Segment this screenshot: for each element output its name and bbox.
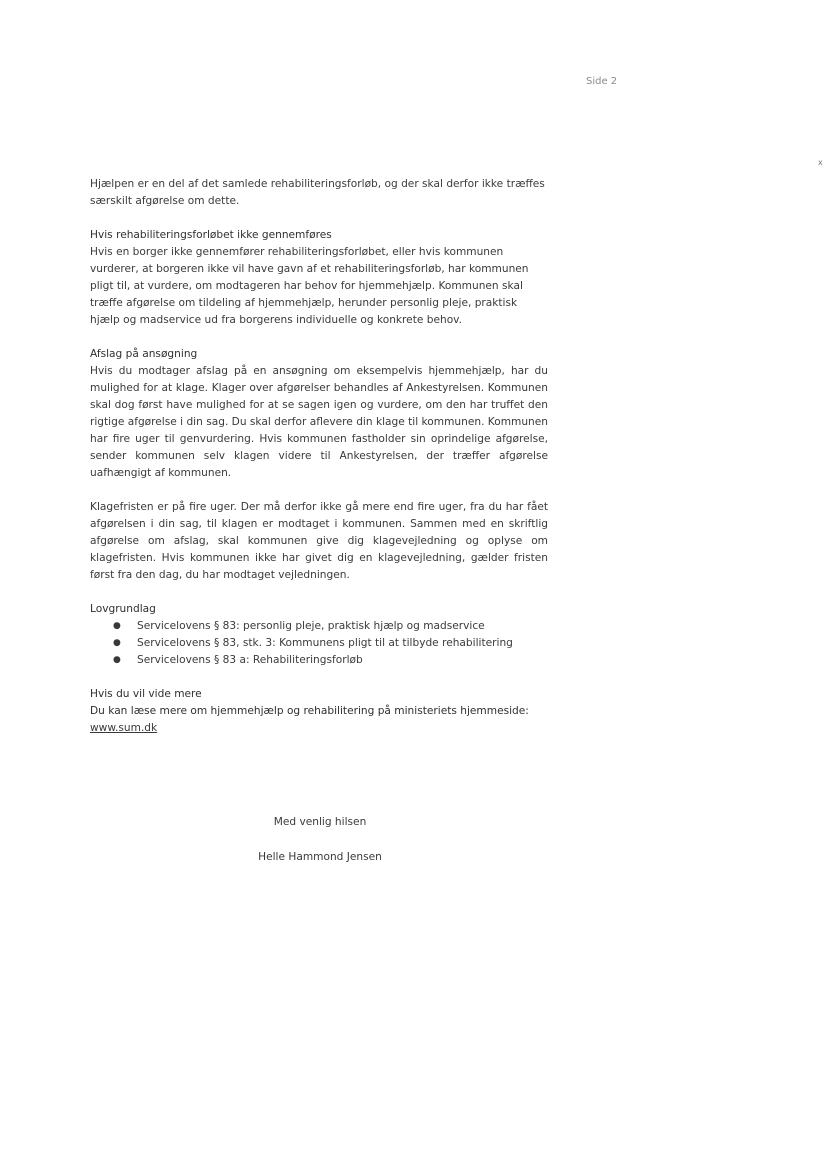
legal-basis-list: [90, 618, 548, 669]
intro-paragraph: Hjælpen er en del af det samlede rehabiliteringsforløb, og der skal derfor ikke træffes særskilt afgørelse om dette.: [90, 178, 545, 207]
bullet-icon: ●: [113, 621, 121, 631]
section-heading-more-info: Hvis du vil vide mere: [90, 688, 202, 700]
section-text-complaint-deadline: Klagefristen er på fire uger. Der må derfor ikke gå mere end fire uger, fra du har fået afgørelsen i din sag, til klagen er modtaget i kommunen. Sammen med en skriftlig afgørelse om afslag, skal kommunen give dig klagevejledning og oplyse om klagefristen. Hvis kommunen ikke har givet dig en klagevejledning, gælder fristen først fra den dag, du har modtaget vejledningen.: [90, 501, 548, 581]
signature-name: Helle Hammond Jensen: [258, 851, 382, 863]
bullet-icon: ●: [113, 655, 121, 665]
section-heading-legal-basis: Lovgrundlag: [90, 603, 156, 615]
section-heading-not-completed: Hvis rehabiliteringsforløbet ikke gennemføres: [90, 229, 332, 241]
list-item: ● Servicelovens § 83, stk. 3: Kommunens pligt til at tilbyde rehabilitering: [90, 635, 548, 652]
letter-body: [90, 176, 548, 737]
closing-greeting: Med venlig hilsen: [273, 816, 367, 828]
section-heading-refusal: Afslag på ansøgning: [90, 348, 198, 360]
list-item: ● Servicelovens § 83: personlig pleje, praktisk hjælp og madservice: [90, 618, 548, 635]
margin-mark: x: [818, 158, 823, 167]
ministry-website-link[interactable]: www.sum.dk: [90, 722, 158, 734]
section-text-not-completed: Hvis en borger ikke gennemfører rehabiliteringsforløbet, eller hvis kommunen vurderer, at borgeren ikke vil have gavn af et rehabiliteringsforløb, har kommunen pligt til, at vurdere, om modtageren har behov for hjemmehjælp. Kommunen skal træffe afgørelse om tildeling af hjemmehjælp, herunder personlig pleje, praktisk hjælp og madservice ud fra borgerens individuelle og konkrete behov.: [90, 246, 529, 326]
section-text-refusal: Hvis du modtager afslag på en ansøgning om eksempelvis hjemmehjælp, har du mulighed for at klage. Klager over afgørelser behandles af Ankestyrelsen. Kommunen skal dog først have mulighed for at se sagen igen og vurdere, om den har truffet den rigtige afgørelse i din sag. Du skal derfor aflevere din klage til kommunen. Kommunen har fire uger til genvurdering. Hvis kommunen fastholder sin oprindelige afgørelse, sender kommunen selv klagen videre til Ankestyrelsen, der træffer afgørelse uafhængigt af kommunen.: [90, 365, 549, 479]
page-number: Side 2: [586, 76, 618, 87]
section-text-more-info: Du kan læse mere om hjemmehjælp og rehabilitering på ministeriets hjemmeside:: [90, 705, 529, 717]
list-item: ● Servicelovens § 83 a: Rehabiliteringsforløb: [90, 652, 548, 669]
bullet-icon: ●: [113, 638, 121, 648]
